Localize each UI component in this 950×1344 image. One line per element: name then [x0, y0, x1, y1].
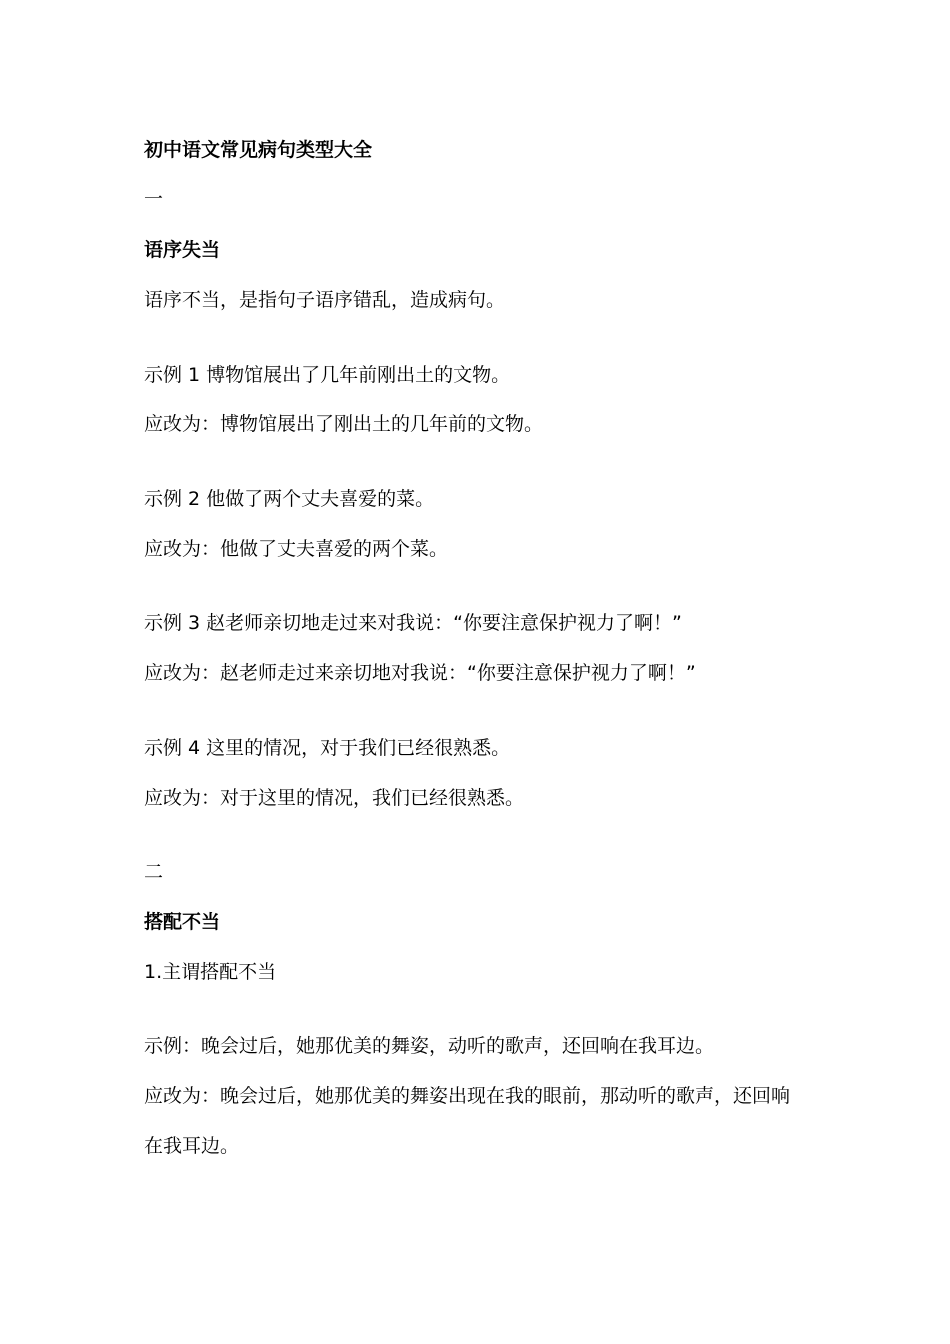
- example-correction-line2: 在我耳边。: [144, 1135, 240, 1157]
- example-correction: 应改为：对于这里的情况，我们已经很熟悉。: [144, 787, 525, 809]
- example-sentence: 示例 4 这里的情况，对于我们已经很熟悉。: [144, 737, 511, 759]
- example-correction-line1: 应改为：晚会过后，她那优美的舞姿出现在我的眼前，那动听的歌声，还回响: [144, 1085, 791, 1107]
- example-sentence: 示例 2 他做了两个丈夫喜爱的菜。: [144, 488, 435, 510]
- document-title: 初中语文常见病句类型大全: [144, 139, 373, 161]
- example-correction: 应改为：赵老师走过来亲切地对我说：“你要注意保护视力了啊！”: [144, 662, 696, 684]
- example-correction: 应改为：他做了丈夫喜爱的两个菜。: [144, 538, 449, 560]
- section-number: 二: [144, 861, 164, 883]
- example-sentence: 示例 1 博物馆展出了几年前刚出土的文物。: [144, 364, 511, 386]
- section-heading: 语序失当: [144, 239, 221, 261]
- section-heading: 搭配不当: [144, 911, 221, 933]
- section-description: 语序不当，是指句子语序错乱，造成病句。: [144, 289, 506, 311]
- section-number: 一: [144, 188, 164, 210]
- example-sentence: 示例 3 赵老师亲切地走过来对我说：“你要注意保护视力了啊！”: [144, 612, 682, 634]
- subsection-heading: 1.主谓搭配不当: [144, 961, 277, 983]
- example-correction: 应改为：博物馆展出了刚出土的几年前的文物。: [144, 413, 544, 435]
- example-sentence: 示例：晚会过后，她那优美的舞姿，动听的歌声，还回响在我耳边。: [144, 1035, 715, 1057]
